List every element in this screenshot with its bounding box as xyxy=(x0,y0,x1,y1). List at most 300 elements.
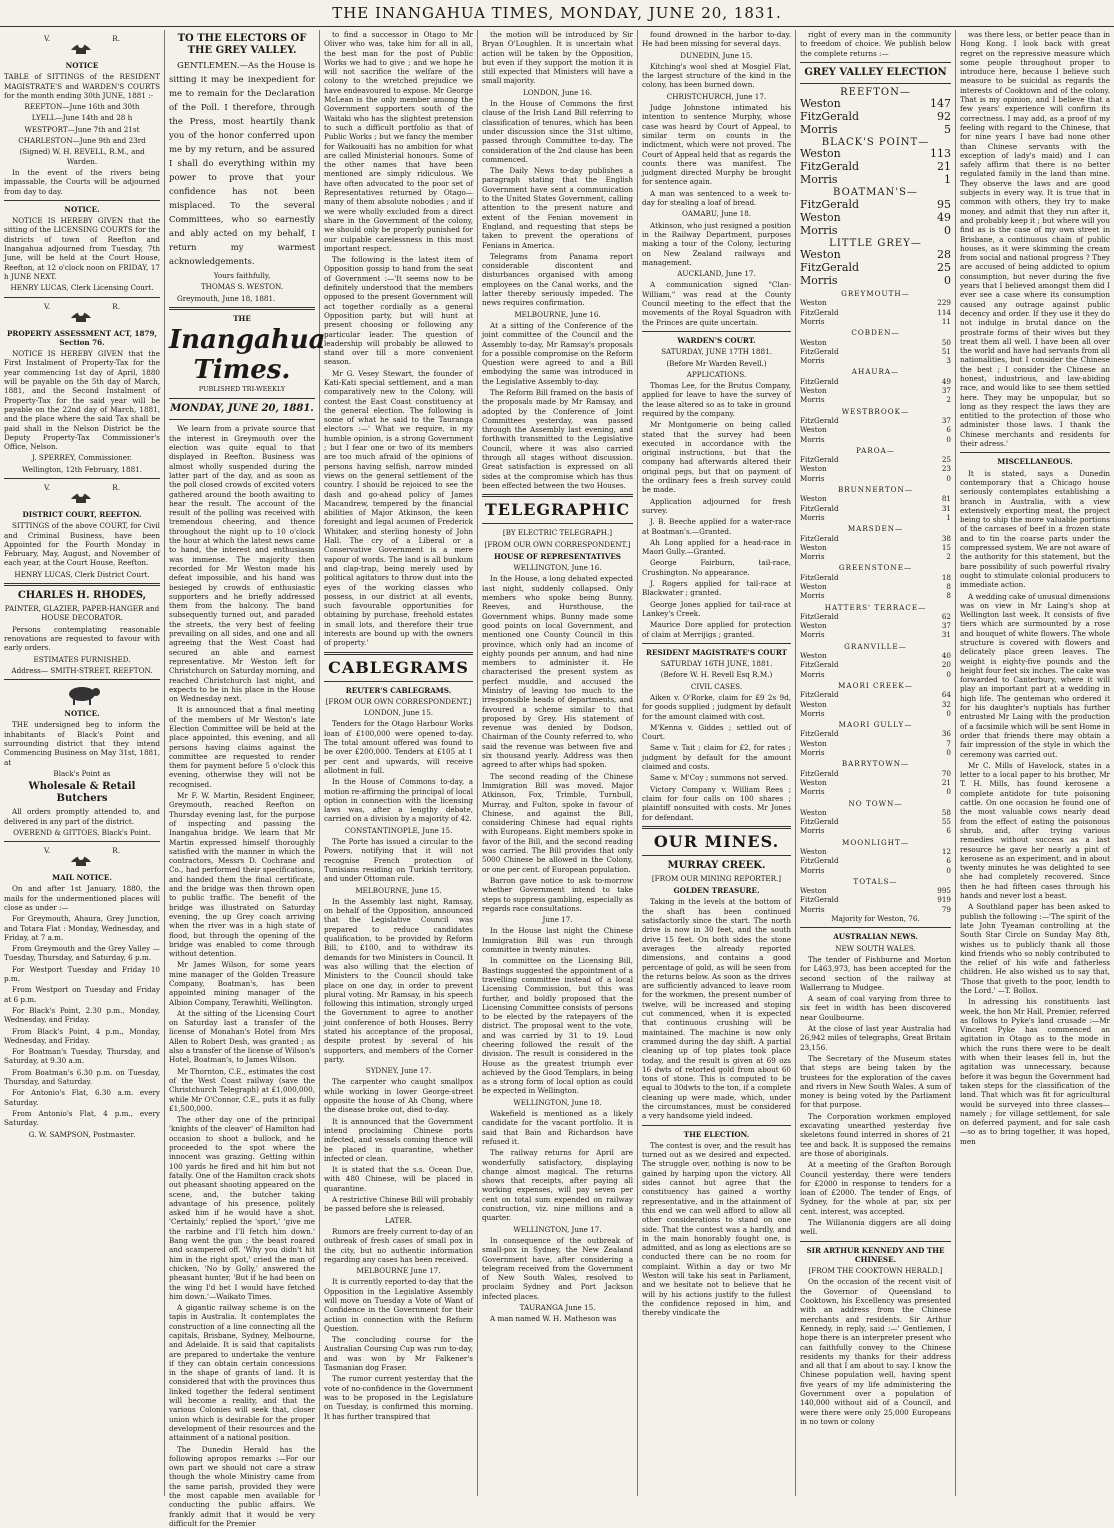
signed-line: (Signed) W. H. REVELL, R.M., and Warden. xyxy=(19,147,145,166)
telegraph-item: Atkinson, who just resigned a position in the Railway Department, purposes making a tour of the Colony, lecturing on New Zealand railways and management. xyxy=(642,220,791,267)
result-row xyxy=(800,886,951,895)
booth-name: MOONLIGHT— xyxy=(841,837,910,847)
result-row xyxy=(800,147,951,160)
grey-valley-election-heading: GREY VALLEY ELECTION xyxy=(804,66,947,78)
result-row xyxy=(800,739,951,748)
butcher-body: THE undersigned beg to inform the inhabitants of Black's Point and surrounding district that they intend Commencing Business on May 31st, 1881, at xyxy=(4,720,160,767)
butcher-place: Black's Point as xyxy=(53,768,111,778)
vote-count: 0 xyxy=(946,473,951,483)
candidate-name: Morris xyxy=(800,434,825,444)
cable-item: the motion will be introduced by Sir Bryan O'Loughlen. It is uncertain what action will be taken by the Opposition, but even if they support the motion it is still expected that Ministers will have a small majority. xyxy=(482,30,633,86)
masthead: THE INANGAHUA TIMES, MONDAY, JUNE 20, 1831. xyxy=(0,4,1114,27)
court-item: J. Rogers applied for tail-race at Blackwater ; granted. xyxy=(642,579,791,598)
telegraph-item: The railway returns for April are wonderfully satisfactory, displaying change almost magical. The returns shows that receipts, after paying all working expenses, will pay seven per cent on total sum expended on railway construction, viz. nine millions and a quarter. xyxy=(482,1148,633,1223)
candidate-name: Morris xyxy=(800,630,825,640)
vote-count: 8 xyxy=(946,591,951,601)
australian-news-heading: AUSTRALIAN NEWS. xyxy=(833,932,918,942)
cable-item: In the Assembly last night, Ramsay, on behalf of the Opposition, announced that the Legislative Council was prepared to reduce candidates qualification, to be provided by Reform Bill, to £100, and to withdraw its demands for two Ministers in Council. It was also willing that the election of Ministers to the Council should take place on one day, in order to prevent plural voting. Mr Ramsay, in his speech following this intimation, strongly urged the Government to agree to another joint conference of both Houses. Berry stated his acceptance of the proposal, despite protest by several of his supporters, and members of the Corner party. xyxy=(324,896,473,1064)
booth-name: COBDEN— xyxy=(851,328,900,338)
vote-count: 0 xyxy=(946,748,951,758)
result-row xyxy=(800,552,951,561)
result-row xyxy=(800,377,951,386)
kennedy-subheading: [FROM THE COOKTOWN HERALD.] xyxy=(808,1266,943,1276)
result-row xyxy=(800,808,951,817)
candidate-name: Weston xyxy=(800,699,827,709)
vote-count: 2 xyxy=(946,395,951,405)
telegraph-item: Judge Johnstone intimated his intention to sentence Murphy, whose case was heard by Court of Appeal, to similar term on counts in the indictment, which were not proved. The Court of Appeal held that as regards the counts there was manifest. The judgment directed Murphy be brought for sentence again. xyxy=(642,103,791,187)
result-row xyxy=(800,591,951,600)
murray-creek-subheading: [FROM OUR MINING REPORTER.] xyxy=(651,873,782,883)
result-row xyxy=(800,895,951,904)
vote-count: 70 xyxy=(941,768,951,778)
telegraph-item: In committee on the Licensing Bill, Bastings suggested the appointment of a travelling committee instead of a local Licensing Commission, but this was further, and boldly proposed that the Licensing Committee consists of persons to be elected by the ratepayers of the district. The proposal went to the vote, and was carried by 31 to 19. Loud cheering followed the result of the division. The result is considered in the House as the greatest triumph ever achieved by the Good Templars, in being as a strong form of local option as could be expected in Wellington. xyxy=(482,956,633,1096)
column-6 xyxy=(796,30,956,1496)
result-row xyxy=(800,317,951,326)
candidate-name: FitzGerald xyxy=(800,307,839,317)
candidate-name: Weston xyxy=(800,847,827,856)
vote-count: 32 xyxy=(941,699,951,709)
booth-name: LITTLE GREY— xyxy=(829,237,922,249)
column-5 xyxy=(638,30,796,1496)
misc-item: A Southland paper has been asked to publish the following :—'The spirit of the late John Tyeaman controlling at the South Star Circle on Sunday May 8th, wishes us to publicly thank all those kind friends who so nobly contributed to the relief of his wife and fatherless children. He also wished us to say that, 'Those that giveth to the poor, lendth to the Lord.' —T. Bollox. xyxy=(960,902,1110,995)
dateline: WELLINGTON, June 18. xyxy=(513,1097,602,1107)
result-row xyxy=(800,905,951,914)
vote-count: 37 xyxy=(941,415,951,425)
dateline: CHRISTCHURCH, June 17. xyxy=(666,91,767,101)
civil-cases-heading: CIVIL CASES. xyxy=(690,681,743,691)
mail-item: From Westport on Tuesday and Friday at 6 p.m. xyxy=(4,985,160,1004)
vote-count: 1 xyxy=(946,512,951,522)
dateline: DUNEDIN, June 15. xyxy=(680,50,753,60)
result-row xyxy=(800,660,951,669)
crest-letter: R. xyxy=(112,34,120,43)
vote-count: 229 xyxy=(937,298,951,308)
mail-item: From Antonio's Flat, 4 p.m., every Saturday. xyxy=(4,1108,160,1128)
vote-count: 38 xyxy=(941,533,951,543)
result-row xyxy=(800,464,951,473)
crest-letter: V. xyxy=(44,301,51,311)
candidate-name: Weston xyxy=(800,147,841,161)
mine-report: Taking in the levels at the bottom of the shaft has been continued satisfactorily since the start. The north drive is now in 30 feet, and the south drive 15 feet. On both sides the stone averages the already reported dimensions, and contains a good percentage of gold, as will be seen from the returns below. As soon as the drives are sufficiently advanced to leave room for the workmen, the present number of twelve, will be increased and stoping cut commenced, when it is expected that continuous crushing will be maintained. The machine is now only crammed during the day shift. A partial cleaning up of top plates took place today, and the result is given at 69 ozs 16 dwts of retorted gold from about 60 tons of stone. This is computed to be equal to 30dwts to the ton, if a complete cleaning up were made, which, under the circumstances, must be considered a very handsome yield indeed. xyxy=(642,897,791,1121)
result-row xyxy=(800,670,951,679)
candidate-name: FitzGerald xyxy=(800,856,839,866)
telegraph-item: In the House, a long debated expected last night, suddenly collapsed. Only members who spoke being Bunny, Reeves, and Hursthouse, the Government whips. Bunny made some good points on local Government, and mentioned one County Council in this province, which only had an income of eighty pounds per annum, and had nine members to administer it. He characterised the present system as perfect muddle, and accused the Ministry of leaving too much to the irresponsible heads of departments, and favoured a scheme similar to that proposed by Grey. His statement of revenue was denied by Dodson, Chairman of the County referred to, who said the revenue was between five and six thousand yearly. Address was then agreed to after whips had spoken. xyxy=(482,574,633,770)
candidate-name: FitzGerald xyxy=(800,533,839,543)
sitting-item: CHARLESTON—June 9th and 23rd xyxy=(18,136,146,146)
mail-intro: On and after 1st January, 1880, the mails for the undermentioned places will close as under :— xyxy=(4,884,160,912)
district-court-notice: SITTINGS of the above COURT, for Civil and Criminal Business, have been Appointed for the Fourth Monday in February, May, August, and November of each year, at the Court House, Reefton. xyxy=(4,521,160,568)
wardens-court-date: SATURDAY, JUNE 17TH 1881. xyxy=(661,347,772,357)
result-row xyxy=(800,700,951,709)
result-row xyxy=(800,248,951,261)
telegraph-item: In the House last night the Chinese Immigration Bill was run through committee in twenty minutes. xyxy=(482,926,633,955)
booth-name: NO TOWN— xyxy=(848,798,903,808)
vote-count: 21 xyxy=(937,160,951,174)
result-row xyxy=(800,612,951,621)
vote-count: 21 xyxy=(941,777,951,787)
telegraph-item: Kitching's wool shed at Mosgiel Flat, the largest structure of the kind in the colony, has been burned down. xyxy=(642,61,791,90)
electors-sign: Yours faithfully, xyxy=(213,271,271,280)
candidate-name: Weston xyxy=(800,248,841,262)
sittings-intro: TABLE of SITTINGS of the RESIDENT MAGISTRATE'S and WARDEN'S COURTS for the month ending 30th JUNE, 1881 :- xyxy=(4,72,160,100)
news-item: The tender of Fishburne and Morton for L463,973, has been accepted for the second section of the railway at Wallerrang to Mudgee. xyxy=(800,954,951,992)
editorial-paragraph: The Dunedin Herald has the following apropos remarks :—For our own part we should not care a straw though the whole Ministry came from the same parish, provided they were the most capable men available for conducting the public affairs. We frankly admit that it would be very difficult for the Premier xyxy=(169,1444,315,1528)
result-row xyxy=(800,494,951,503)
candidate-name: Morris xyxy=(800,865,825,875)
kennedy-article: On the occasion of the recent visit of the Governor of Queensland to Cooktown, his Excellency was presented with an address from the Chinese merchants and residents. Sir Arthur Kennedy, in reply, said :—' Gentlemen, I hope there is an interpreter present who can faithfully convey to the Chinese residents my thanks for their address and all that I am about to say. I know the Chinese population well, having spent five years of my life administering the Government over a population of 140,000 without aid of a Council, and were there were only 25,000 Europeans in no town or colony xyxy=(800,1277,951,1426)
result-row xyxy=(800,729,951,738)
vote-count: 50 xyxy=(941,337,951,347)
vote-count: 25 xyxy=(937,261,951,275)
result-row xyxy=(800,298,951,307)
vote-count: 49 xyxy=(941,376,951,386)
electors-heading: TO THE ELECTORS OF THE GREY VALLEY. xyxy=(177,33,307,56)
notice-heading: NOTICE xyxy=(65,61,99,70)
result-row xyxy=(800,866,951,875)
telegraph-item: found drowned in the harbor to-day. He had been missing for several days. xyxy=(642,30,791,49)
misc-item: It is stated, says a Dunedin contemporary that a Chicago house seriously contemplates establishing a branch in Australia, with a view extensively exporting meat, the project being to ship the more valuable portions of the carcases of beef in a frozen state and to tin the coarse parts under the compressed system. We are not aware of the authority for this statement, but the bare possibility of such powerful rivalry ought to stimulate colonial producers to immediate action. xyxy=(960,468,1110,590)
candidate-name: Weston xyxy=(800,464,827,474)
candidate-name: Morris xyxy=(800,552,825,562)
candidate-name: FitzGerald xyxy=(800,346,839,356)
vote-count: 51 xyxy=(941,346,951,356)
result-row xyxy=(800,621,951,630)
court-item: Same v. Tait ; claim for £2, for rates ; judgment by default for the amount claimed and costs. xyxy=(642,743,791,772)
mail-item: From Boatman's 6.30 p.m. on Tuesday, Thursday, and Saturday. xyxy=(4,1067,160,1087)
vote-count: 62 xyxy=(941,611,951,621)
candidate-name: Weston xyxy=(800,337,827,347)
result-row xyxy=(800,425,951,434)
result-row xyxy=(800,709,951,718)
candidate-name: Weston xyxy=(800,210,841,224)
result-row xyxy=(800,274,951,287)
vote-count: 7 xyxy=(946,738,951,748)
candidate-name: FitzGerald xyxy=(800,895,839,905)
booth-name: MAORI GULLY— xyxy=(838,720,913,730)
cable-item: Telegrams from Panama report considerable discontent and disturbances organised with among employees on the Canal works, and the latter thereby seriously impeded. The news requires confirmation. xyxy=(482,251,633,308)
result-row xyxy=(800,416,951,425)
candidate-name: Morris xyxy=(800,473,825,483)
editorial-paragraph: Mr F. W. Martin, Resident Engineer, Greymouth, reached Reefton on Thursday evening last, for the purpose of inspecting and passing the Inangahua bridge. We learn that Mr Martin expressed himself thoroughly satisfied with the manner in which the contractors, Messrs D. Cochrane and Co., had performed their specifications, and handed them the final certificate, and the bridge was then thrown open to public traffic. The benefit of the bridge was illustrated on Saturday evening, the up Grey coach arriving when the river was in a high state of flood, but through the opening of the bridge was enabled to come through without detention. xyxy=(169,791,315,959)
candidate-name: FitzGerald xyxy=(800,729,839,739)
vote-count: 2 xyxy=(946,552,951,562)
paper-dateline: MONDAY, JUNE 20, 1881. xyxy=(170,403,314,415)
vote-count: 20 xyxy=(941,660,951,670)
result-row xyxy=(800,224,951,237)
reuter-heading: REUTER'S CABLEGRAMS. xyxy=(345,685,452,695)
candidate-name: Morris xyxy=(800,826,825,836)
cable-item: It is currently reported to-day that the Opposition in the Legislative Assembly will move on Tuesday a Vote of Want of Confidence in the Government for their action in connection with the Reform Question. xyxy=(324,1277,473,1333)
result-row xyxy=(800,504,951,513)
candidate-name: Morris xyxy=(800,708,825,718)
vote-count: 6 xyxy=(946,826,951,836)
candidate-name: Morris xyxy=(800,787,825,797)
candidate-name: Morris xyxy=(800,223,838,237)
royal-crest-icon xyxy=(68,848,94,868)
result-row xyxy=(800,386,951,395)
candidate-name: Morris xyxy=(800,512,825,522)
paper-title-the: THE xyxy=(233,313,251,323)
telegraph-item: A man named W. H. Matheson was xyxy=(490,1314,617,1324)
cable-item: At a sitting of the Conference of the joint committee of the Council and the Assembly to-day, Mr Ramsay's proposals for a possible compromise on the Reform Question were agreed to and a Bill embodying the same was introduced in the Legislative Assembly to-day. xyxy=(482,320,633,386)
rm-court-heading: RESIDENT MAGISTRATE'S COURT xyxy=(645,647,788,657)
news-item: At a meeting of the Grafton Borough Council yesterday, there were tenders for £2000 in response to tenders for a loan of £2000. The tender of Engs, of Sydney, for the whole at par, six per cent. interest, was accepted. xyxy=(800,1160,951,1216)
vote-count: 0 xyxy=(946,787,951,797)
candidate-name: Morris xyxy=(800,904,825,914)
sheep-icon xyxy=(62,684,102,706)
vote-count: 995 xyxy=(937,886,951,896)
candidate-name: FitzGerald xyxy=(800,197,860,211)
booth-name: BRUNNERTON— xyxy=(837,485,914,495)
vote-count: 0 xyxy=(946,434,951,444)
vote-count: 37 xyxy=(941,621,951,631)
election-article: The contest is over, and the result has turned out as we desired and expected. The struggle over, nothing is now to be gained by harping upon the victory. All sides cannot but agree that the constituency has gained a worthy representative, and in the attainment of this end we can well afford to allow all other considerations to stand on one side. That the contest was a hardly, and in the main honorably fought one, is admitted, and as long as elections are so conducted there can be no room for complaint. Within a day or two Mr Weston will take his seat in Parliament, and we hesitate not to believe that he will by his actions justify to the fullest the confidence reposed in him, and thereby vindicate the xyxy=(642,1140,791,1318)
dateline: MELBOURNE, June 15. xyxy=(355,885,442,895)
result-row xyxy=(800,123,951,136)
candidate-name: Weston xyxy=(800,807,827,817)
crest-letter: V. xyxy=(44,846,51,856)
candidate-name: Weston xyxy=(800,298,827,308)
vote-count: 5 xyxy=(944,123,951,137)
electors-sign: THOMAS S. WESTON. xyxy=(200,282,284,292)
court-item: Maurice Dore applied for protection of claim at Merrijigs ; granted. xyxy=(642,620,791,639)
election-results-minor xyxy=(800,289,951,914)
butcher-sign: OVEREND & GITTOES, Black's Point. xyxy=(13,827,151,837)
vote-count: 55 xyxy=(941,817,951,827)
vote-count: 15 xyxy=(941,542,951,552)
mail-item: For Boatman's Tuesday, Thursday, and Saturday, at 9.30 a.m. xyxy=(4,1047,160,1066)
result-row xyxy=(800,308,951,317)
column-4 xyxy=(478,30,638,1496)
mail-item: For Greymouth, Ahaura, Grey Junction, and Totara Flat : Monday, Wednesday, and Friday, at 7 a.m. xyxy=(4,914,160,942)
mail-notice-heading: MAIL NOTICE. xyxy=(52,873,112,883)
candidate-name: Morris xyxy=(800,123,838,137)
telegraphic-heading: TELEGRAPHIC xyxy=(484,500,631,520)
cable-item: In the House of Commons to-day, a motion re-affirming the principal of local option in connection with the licensing laws was, after a lengthy debate, carried on a division by a majority of 42. xyxy=(324,777,473,824)
licensing-sign: HENRY LUCAS, Clerk Licensing Court. xyxy=(10,283,154,293)
column-2 xyxy=(165,30,326,1528)
court-item: Mr Montgomerie on being called stated that the survey had been executed in accordance with the original instructions, but that the company had afterwards altered their original pegs, but that on payment of the ordinary fees a fresh survey could be made. xyxy=(642,420,791,495)
vote-count: 0 xyxy=(944,274,951,288)
rhodes-address: Address— SMITH-STREET, REEFTON. xyxy=(11,665,153,675)
editorial-paragraph: It is announced that a final meeting of the members of Mr Weston's late Election Committee will be held at the place appointed, this evening, and all persons having claims against the committee are requested to render them for payment before 5 o'clock this evening, otherwise they will not be recognised. xyxy=(169,705,315,789)
electors-body: GENTLEMEN.—As the House is sitting it may be inexpedient for me to remain for the Declaration of the Poll. I therefore, through the Press, most heartily thank you of the honor conferred upon me by my return, and be assured I shall do everything within my power to prove that your confidence has not been misplaced. To the several Committees, who so earnestly and ably acted on my behalf, I return my warmest acknowledgements. xyxy=(169,61,315,267)
telegraph-item: A man was sentenced to a week to-day for stealing a loaf of bread. xyxy=(642,188,791,208)
kennedy-article: was there less, or better peace than in Hong Kong. I look back with great regret on the repressive measure which some people throughout proper to introduce here, because I believe such measure to be suicidal as regards the interests of Cooktown and of the colony. That is my opinion, and I believe that a few years' experience will confirm its correctness. I may add, as a proof of my feeling with regard to the Chinese, that for nine years I have had none other than Chinese servants with the exception of lady's maid) and I can safely affirm that there is no better regulated family in the land than mine. They observe the laws and are good subjects in every way. It is true that in common with others, they try to make money, and admit that they run after it, and probably keep it ; but where will you find as is the case of my own street in Brisbane, a continuous chain of public houses, as it were skimming the cream from social and national progress ? They are accused of being addicted to opium consumption, but never during the five years that I believed amongst them did I ever see a case where its consumption caused any outrage against public decency and order. If they use it they do not indulge in brutal dance on the prostrate forms of their wives but they treat them all well. I have been all over the world and have had servants from all nationalities, but I consider the Chinese the best ; I consider the Chinese an honest, industrious, and law-abiding race, and would like to see them settled here. They may be unpopular, but so long as they respect the laws they are entitled to the protection of those who administer those laws. I thank the Chinese merchants and residents for their adress.' xyxy=(960,30,1110,449)
editorial-paragraph: At the sitting of the Licensing Court on Saturday last a transfer of the license of Monahan's Hotel from Mrs Allen to Robert Desh, was granted ; as also a transfer of the license of Wilson's Hotel, Boatman's, to James Wilson. xyxy=(169,1008,315,1065)
district-court-heading: DISTRICT COURT, REEFTON. xyxy=(22,509,142,519)
vote-count: 3 xyxy=(946,356,951,366)
rm-court-date: SATURDAY 16TH JUNE, 1881. xyxy=(660,659,773,669)
vote-count: 81 xyxy=(941,494,951,504)
vote-count: 919 xyxy=(937,895,951,905)
editorial-paragraph: Mr James Wilson, for some years mine manager of the Golden Treasure Company, Boatman's, has been appointed mining manager of the Albion Company, Terawhiti, Wellington. xyxy=(169,960,315,1007)
candidate-name: FitzGerald xyxy=(800,110,860,124)
dateline: AUCKLAND, June 17. xyxy=(677,269,756,279)
court-item: Same v. M'Coy ; summons not served. xyxy=(650,773,789,783)
candidate-name: Morris xyxy=(800,274,838,288)
vote-count: 147 xyxy=(930,97,951,111)
election-article: right of every man in the community to freedom of choice. We publish below the complete returns :— xyxy=(800,30,951,58)
court-item: Thomas Lee, for the Brutus Company, applied for leave to have the survey of the lease altered so as to take in ground required by the company. xyxy=(642,381,791,418)
editorial-paragraph: We learn from a private source that the interest in Greymouth over the election was quite equal to that displayed in Reefton. Business was almost wholly suspended during the latter part of the day, and as soon as the poll closed crowds of excited voters gathered around the booth awaiting to hear the result. The account of the result of the polling was received with tremendous cheering, and thence throughout the night up to 10 o'clock the hour at which the latest news came to hand, the interest and enthusiasm was immense. The majority then recorded for Mr Weston made his defeat impossible, and his hand was besieged by crowds of enthusiastic supporters and he briefly addressed them from the balcony. The band subsequently turned out, and paraded the streets, the very best of feeling prevailing on all sides, and one and all agreeing that the West Coast had secured an able and earnest representative. Mr Weston left for Christchurch on Saturday morning, and reached Christchurch last night, and expects to be in his place in the House on Wednesday next. xyxy=(169,424,315,704)
result-row xyxy=(800,338,951,347)
vote-count: 79 xyxy=(941,904,951,914)
result-row xyxy=(800,573,951,582)
dateline: WELLINGTON, June 17. xyxy=(513,1224,602,1234)
rhodes-estimates: ESTIMATES FURNISHED. xyxy=(33,654,131,664)
candidate-name: FitzGerald xyxy=(800,503,839,513)
vote-count: 0 xyxy=(946,708,951,718)
election-heading: THE ELECTION. xyxy=(683,1129,750,1139)
crest-letter: R. xyxy=(112,301,120,311)
result-row xyxy=(800,513,951,522)
reuter-subheading: [FROM OUR OWN CORRESPONDENT.] xyxy=(325,696,472,706)
vote-count: 25 xyxy=(941,455,951,465)
telegraph-item: Wakefield is mentioned as a likely candidate for the vacant portfolio. It is said that Bain and Richardson have refused it. xyxy=(482,1109,633,1146)
kennedy-heading: SIR ARTHUR KENNEDY AND THE CHINESE. xyxy=(806,1245,945,1264)
notice-heading: NOTICE. xyxy=(64,204,100,214)
misc-item: Mr C. Mills of Havelock, states in a letter to a local paper to his brother, Mr T. H. Mills, has found kerosene a complete antidote for tute poisoning cattle. On one occasion he found one of the most valuable cows nearly dead from the effect of eating the poisonous shrub, and, after trying various remedies without success as a last resource he gave her nearly a pint of kerosene as an experiment, and in about twenty minutes he was delighted to see she had completely recovered. Since then he had fifteen cases through his hands and never lost a beast. xyxy=(960,760,1110,901)
news-item: The Corporation workmen employed excavating unearthed yesterday five skeletons found interred in shores of 21 tee and back. It is supposed the remains are those of aboriginals. xyxy=(800,1111,951,1158)
result-row xyxy=(800,787,951,796)
cable-item: The carpenter who caught smallpox while working in lower George-street opposite the house of Ah Chong, where the disease broke out, died to-day. xyxy=(324,1077,473,1115)
property-act-heading: PROPERTY ASSESSMENT ACT, 1879, Section 76. xyxy=(6,328,158,347)
candidate-name: FitzGerald xyxy=(800,817,839,827)
dateline: MELBOURNE, June 16. xyxy=(514,309,601,319)
paper-title: Inangahua Times. xyxy=(169,325,326,386)
vote-count: 95 xyxy=(937,197,951,211)
booth-name: BOATMAN'S— xyxy=(833,187,918,199)
vote-count: 37 xyxy=(941,386,951,396)
court-item: George Jones applied for tail-race at Lankey's Creek. xyxy=(642,599,791,618)
candidate-name: Morris xyxy=(800,395,825,405)
result-row xyxy=(800,826,951,835)
booth-name: TOTALS— xyxy=(853,876,898,886)
candidate-name: Weston xyxy=(800,777,827,787)
rivers-note: In the event of the rivers being impassable, the Courts will be adjourned from day to day. xyxy=(4,167,160,196)
candidate-name: FitzGerald xyxy=(800,768,839,778)
butcher-notice-heading: NOTICE. xyxy=(64,709,100,719)
editorial-paragraph: Mr Thornton, C.E., estimates the cost of the West Coast railway (save the Christchurch Telegraph) at £1,000,000, while Mr O'Connor, C.E., puts it as fully £1,500,000. xyxy=(169,1066,315,1113)
vote-count: 6 xyxy=(946,425,951,435)
booth-name: BARRYTOWN— xyxy=(841,759,910,769)
column-3 xyxy=(320,30,478,1496)
result-row xyxy=(800,395,951,404)
wardens-court-heading: WARDEN'S COURT. xyxy=(677,335,756,345)
dateline: LONDON, June 16. xyxy=(522,87,593,97)
article-paragraph: Mr G. Vesey Stewart, the founder of Kati-Kati special settlement, and a man comparatively new to the Colony, will contest the East Coast constituency at the general election. The following is some of what he said to the Tauranga electors :—' What we require, in my humble opinion, is a strong Government ; but I fear one or two of its members are too much afraid of the opinions of persons having selfish, narrow minded views on the general settlement of the country. I should be rejoiced to see the dash and go-ahead policy of James Macandrew, tempered by the financial abilities of Major Atkinson, the keen foresight and legal acumen of Frederick Whitaker, and sterling honesty of John Hall. The cry of a Liberal or a Conservative Government is a mere vapour of words. The land is all bunkum and clap-trap, being merely used by political agitators to throw dust into the eyes of the working classes who possess, in our district at all events, such favourable opportunities for obtaining by purchase, freehold estates in small lots, and therefore their true interests are bound up with the owners of property.' xyxy=(324,368,473,648)
booth-name: GRANVILLE— xyxy=(844,641,907,651)
result-row xyxy=(800,211,951,224)
crest-letter: V. xyxy=(44,482,51,492)
result-row xyxy=(800,748,951,757)
mail-sign: G. W. SAMPSON, Postmaster. xyxy=(28,1129,136,1139)
crest-letter: R. xyxy=(112,482,120,492)
vote-count: 113 xyxy=(930,147,951,161)
result-row xyxy=(800,173,951,186)
news-item: At the close of last year Australia had 26,942 miles of telegraphs, Great Britain 23,156. xyxy=(800,1024,951,1052)
applications-heading: APPLICATIONS. xyxy=(686,369,747,379)
result-row xyxy=(800,261,951,274)
candidate-name: Weston xyxy=(800,494,827,504)
sitting-item: REEFTON—June 16th and 30th xyxy=(24,102,140,112)
cablegrams-heading: CABLEGRAMS xyxy=(328,657,469,677)
result-row xyxy=(800,110,951,123)
dateline: June 17. xyxy=(542,915,573,925)
vote-count: 0 xyxy=(946,669,951,679)
candidate-name: FitzGerald xyxy=(800,261,860,275)
article-paragraph: The following is the latest item of Opposition gossip to hand from the seat of Government :—'It seems now to be definitely understood that the members opposed to the present Government will act together cordially as a general Opposition party, but will hunt at present choosing or following any particular leader. The question of leadership will probably be allowed to stand over till a more convenient season. xyxy=(324,255,473,367)
candidate-name: Weston xyxy=(800,581,827,591)
dateline: NEW SOUTH WALES. xyxy=(835,943,916,953)
result-row xyxy=(800,534,951,543)
result-row xyxy=(800,817,951,826)
booth-name: AHAURA— xyxy=(851,367,900,377)
vote-count: 1 xyxy=(944,173,951,187)
vote-count: 18 xyxy=(941,572,951,582)
result-row xyxy=(800,160,951,173)
crest-letter: R. xyxy=(112,846,120,856)
district-court-sign: HENRY LUCAS, Clerk District Court. xyxy=(14,569,150,579)
dateline: LONDON, June 15. xyxy=(363,708,434,718)
result-row xyxy=(800,847,951,856)
dateline: OAMARU, June 18. xyxy=(681,209,752,219)
court-item: Aiken v. O'Rorke, claim for £9 2s 9d, for goods supplied ; judgment by default for the amount claimed with cost. xyxy=(642,693,791,721)
dateline: CONSTANTINOPLE, June 15. xyxy=(344,825,453,835)
miscellaneous-heading: MISCELLANEOUS. xyxy=(997,457,1073,467)
cable-item: Tenders for the Otago Harbour Works loan of £100,000 were opened to-day. The total amount offered was found to be over £200,000. Tenders at £105 at 1 per cent and upwards, will receive allotment in full. xyxy=(324,719,473,775)
vote-count: 31 xyxy=(941,503,951,513)
vote-count: 8 xyxy=(946,581,951,591)
candidate-name: FitzGerald xyxy=(800,376,839,386)
telegraph-item: A communication signed "Clan-William," was read at the County Council meeting to the effect that the movements of the Royal Squadron with the Princes are quite uncertain. xyxy=(642,280,791,327)
candidate-name: Weston xyxy=(800,651,827,661)
mail-item: For Westport Tuesday and Friday 10 p.m. xyxy=(4,964,160,984)
result-row xyxy=(800,582,951,591)
cable-item: A restrictive Chinese Bill will probably be passed before she is released. xyxy=(324,1195,473,1214)
result-row xyxy=(800,97,951,110)
court-item: Ah Long applied for a head-race in Maori Gully.—Granted. xyxy=(642,537,791,557)
news-item: The Willanonia diggers are all doing well. xyxy=(800,1217,951,1237)
telegraphic-subheading: [BY ELECTRIC TELEGRAPH.] xyxy=(502,528,613,538)
booth-name: PAROA— xyxy=(855,445,896,455)
paper-subtitle: PUBLISHED TRI-WEEKLY xyxy=(198,385,286,394)
telegraphic-subheading: [FROM OUR OWN CORRESPONDENT.] xyxy=(484,539,631,549)
telegraph-item: In consequence of the outbreak of small-pox in Sydney, the New Zealand Government have, after considering a telegram received from the Government of New South Wales, resolved to proclaim Sydney and Port Jackson infected places. xyxy=(482,1235,633,1301)
rhodes-name: CHARLES H. RHODES, xyxy=(17,590,147,602)
candidate-name: FitzGerald xyxy=(800,455,839,465)
dateline: LATER. xyxy=(384,1215,413,1225)
cable-item: The concluding course for the Australian Coursing Cup was run to-day, and was won by Mr Falkener's Tasmanian dog Fraser. xyxy=(324,1335,473,1373)
mail-item: For Black's Point, 2.30 p.m., Monday, Wednesday, and Friday. xyxy=(4,1005,160,1025)
result-row xyxy=(800,543,951,552)
booth-name: MAORI CREEK— xyxy=(838,680,913,690)
candidate-name: FitzGerald xyxy=(800,160,860,174)
royal-crest-icon xyxy=(68,485,94,505)
election-results-major xyxy=(800,88,951,287)
result-row xyxy=(800,690,951,699)
telegraph-item: The second reading of the Chinese Immigration Bill was moved. Major Atkinson, Fox, Trimble, Turnbull, Murray, and Fulton, spoke in favour of Chinese, and against the Bill, considering Chinese had equal rights with Europeans. Eight members spoke in favor of the Bill, and the second reading was carried. The Bill provides that only 5000 Chinese be allowed in the Colony, or one per cent. of European population. xyxy=(482,771,633,874)
result-row xyxy=(800,630,951,639)
news-item: The Secretary of the Museum states that steps are being taken by the trustees for the exploration of the caves and rivers in New South Wales. A sum of money is being voted by the Parliament for that purpose. xyxy=(800,1053,951,1110)
booth-name: WESTBROOK— xyxy=(841,406,910,416)
result-row xyxy=(800,347,951,356)
result-row xyxy=(800,474,951,483)
rm-court-before: (Before W. H. Revell Esq R.M.) xyxy=(660,670,773,680)
vote-count: 64 xyxy=(941,690,951,700)
candidate-name: FitzGerald xyxy=(800,611,839,621)
